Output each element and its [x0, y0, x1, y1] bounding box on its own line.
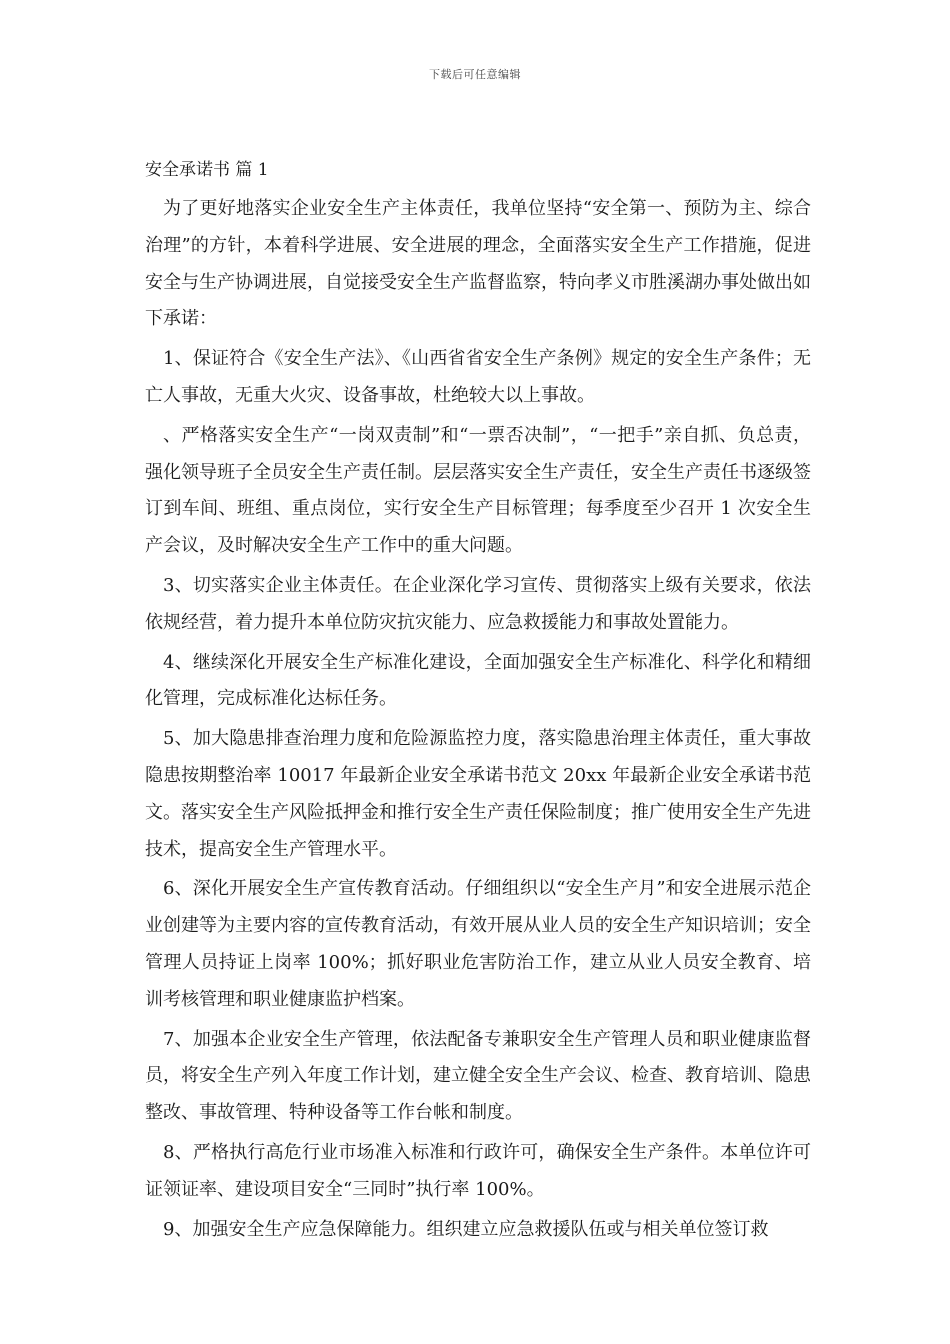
paragraph-item-2: 、严格落实安全生产“一岗双责制”和“一票否决制”，“一把手”亲自抓、负总责，强化领导班子全员安全生产责任制。层层落实安全生产责任，安全生产责任书逐级签订到车间、班组、重点岗位，实行安全生产目标管理；每季度至少召开 1 次安全生产会议，及时解决安全生产工作中的重大问题。 [145, 424, 811, 557]
paragraph-item-8: 8、严格执行高危行业市场准入标准和行政许可，确保安全生产条件。本单位许可证领证率、建设项目安全“三同时”执行率 100%。 [145, 1141, 811, 1200]
paragraph-intro: 为了更好地落实企业安全生产主体责任，我单位坚持“安全第一、预防为主、综合治理”的方针，本着科学进展、安全进展的理念，全面落实安全生产工作措施，促进安全与生产协调进展，自觉接受安全生产监督监察，特向孝义市胜溪湖办事处做出如下承诺： [145, 198, 811, 330]
paragraph-item-6: 6、深化开展安全生产宣传教育活动。仔细组织以“安全生产月”和安全进展示范企业创建等为主要内容的宣传教育活动，有效开展从业人员的安全生产知识培训；安全管理人员持证上岗率 100%；抓好职业危害防治工作，建立从业人员安全教育、培训考核管理和职业健康监护档案。 [145, 878, 811, 1010]
paragraph-item-4: 4、继续深化开展安全生产标准化建设，全面加强安全生产标准化、科学化和精细化管理，完成标准化达标任务。 [145, 651, 811, 710]
paragraph-item-7: 7、加强本企业安全生产管理，依法配备专兼职安全生产管理人员和职业健康监督员，将安全生产列入年度工作计划，建立健全安全生产会议、检查、教育培训、隐患整改、事故管理、特种设备等工作台帐和制度。 [145, 1028, 811, 1124]
document-body [145, 152, 811, 1251]
paragraph-item-9: 9、加强安全生产应急保障能力。组织建立应急救援队伍或与相关单位签订救 [163, 1218, 769, 1240]
document-title: 安全承诺书 篇 1 [145, 160, 269, 180]
page-header: 下载后可任意编辑 [429, 68, 521, 81]
paragraph-item-1: 1、保证符合《安全生产法》、《山西省省安全生产条例》规定的安全生产条件；无亡人事故，无重大火灾、设备事故，杜绝较大以上事故。 [145, 348, 811, 406]
paragraph-item-5: 5、加大隐患排查治理力度和危险源监控力度，落实隐患治理主体责任，重大事故隐患按期整治率 10017 年最新企业安全承诺书范文 20xx 年最新企业安全承诺书范文。落实安全生产风险抵押金和推行安全生产责任保险制度；推广使用安全生产先进技术，提高安全生产管理水平。 [145, 728, 811, 860]
paragraph-item-3: 3、切实落实企业主体责任。在企业深化学习宣传、贯彻落实上级有关要求，依法依规经营，着力提升本单位防灾抗灾能力、应急救援能力和事故处置能力。 [145, 574, 811, 633]
